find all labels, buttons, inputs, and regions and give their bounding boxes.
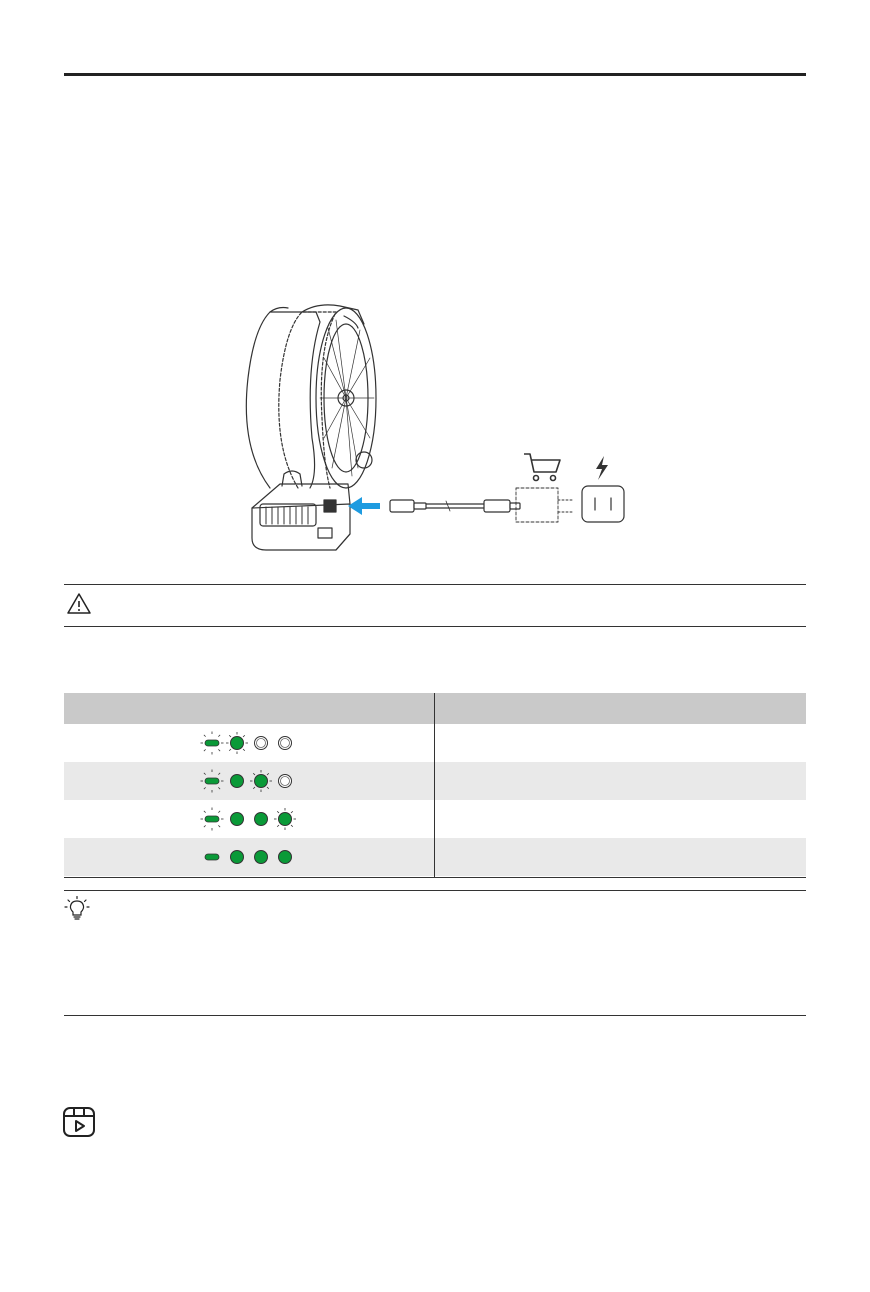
table-row — [64, 800, 806, 838]
led-indicator — [255, 813, 268, 826]
table-row — [64, 724, 806, 762]
lightbulb-icon — [64, 896, 90, 922]
led-indicator — [274, 808, 296, 830]
tip-top-rule — [64, 890, 806, 891]
led-indicator-group — [200, 762, 310, 800]
led-indicator — [231, 775, 244, 788]
led-indicator — [279, 737, 292, 750]
led-indicator — [226, 732, 248, 754]
led-indicator — [279, 851, 292, 864]
led-indicator — [201, 732, 224, 755]
battery-led-table — [64, 693, 806, 878]
led-indicator — [231, 851, 244, 864]
led-indicator — [201, 770, 224, 793]
video-tutorial-icon[interactable] — [62, 1106, 96, 1138]
table-header — [64, 693, 806, 724]
table-row — [64, 762, 806, 800]
top-rule — [64, 73, 806, 76]
charging-illustration — [240, 298, 640, 560]
warning-top-rule — [64, 584, 806, 585]
shopping-cart-icon — [524, 454, 560, 481]
tip-bottom-rule — [64, 1015, 806, 1016]
table-row — [64, 838, 806, 876]
led-indicator — [255, 737, 268, 750]
warning-bottom-rule — [64, 626, 806, 627]
led-indicator — [205, 854, 219, 860]
led-indicator-group — [200, 838, 310, 876]
led-indicator-group — [200, 724, 310, 762]
led-indicator — [250, 770, 272, 792]
led-indicator-group — [200, 800, 310, 838]
table-column-divider — [434, 693, 435, 878]
warning-triangle-icon — [66, 592, 92, 616]
lightning-bolt-icon — [596, 456, 608, 480]
led-indicator — [231, 813, 244, 826]
table-bottom-rule — [64, 877, 806, 878]
led-indicator — [201, 808, 224, 831]
led-indicator — [255, 851, 268, 864]
led-indicator — [279, 775, 292, 788]
